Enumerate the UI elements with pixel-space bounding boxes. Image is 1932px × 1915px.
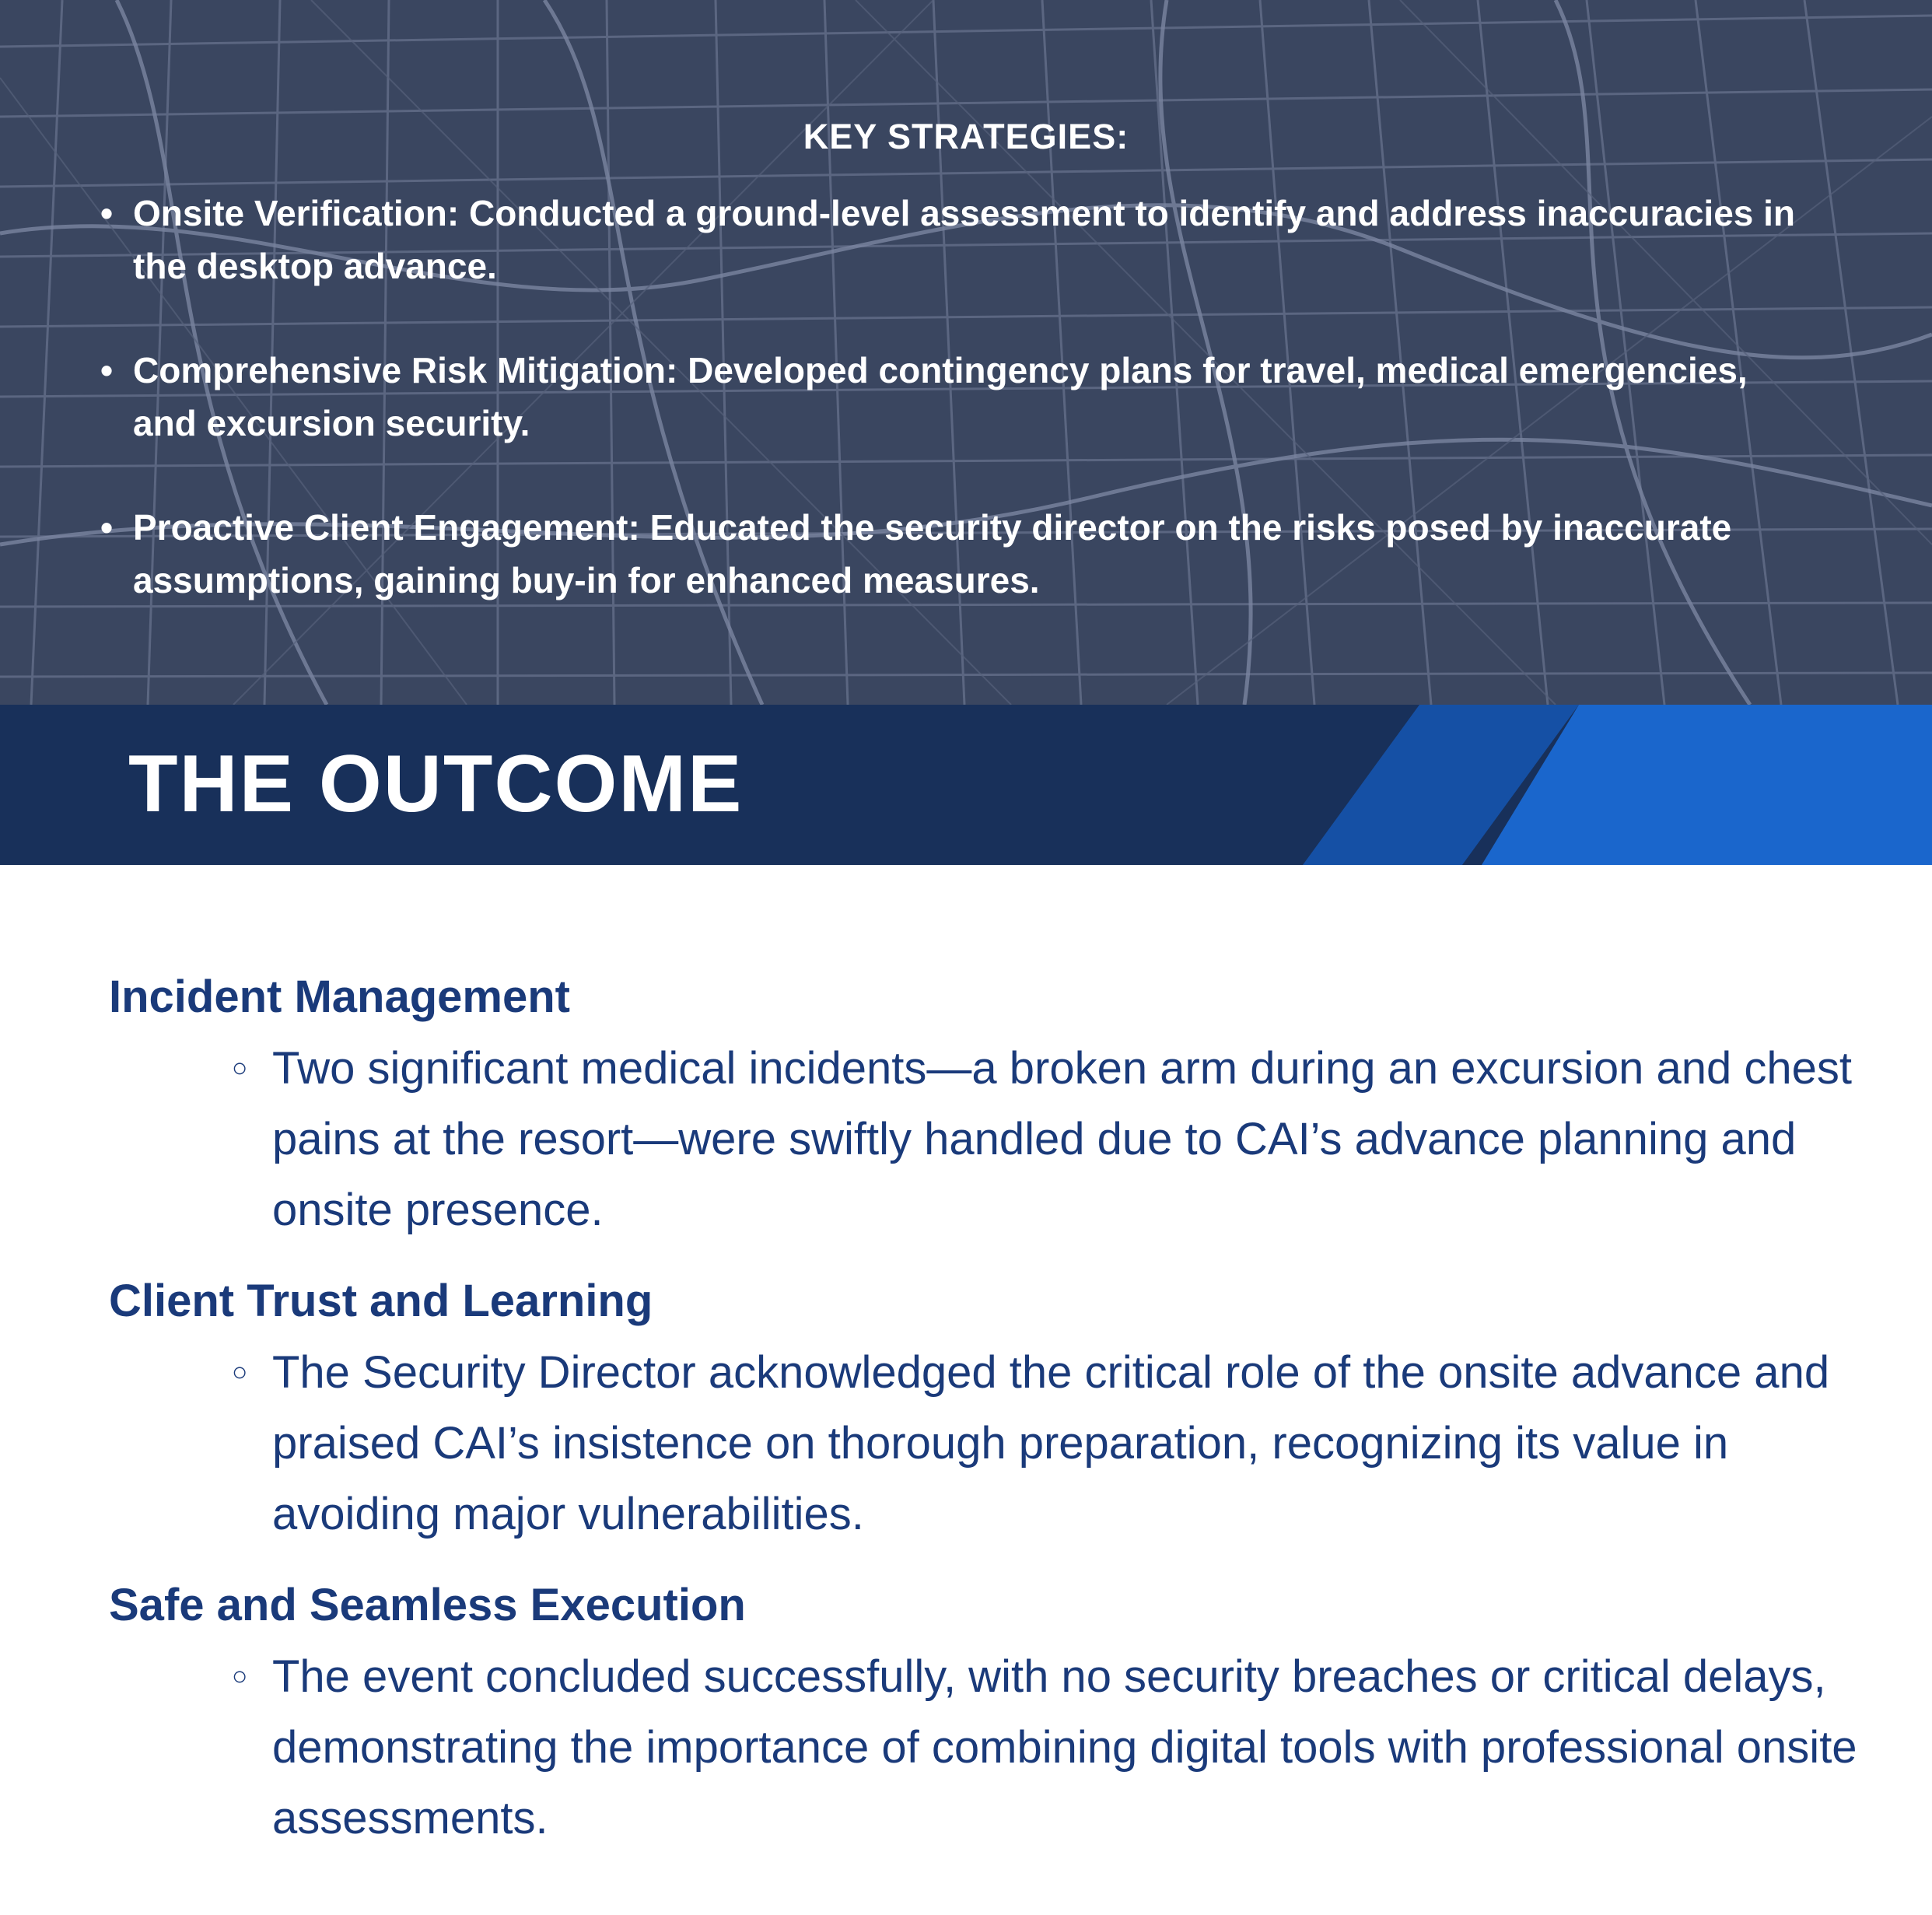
strategy-list	[97, 187, 1808, 658]
section-point	[109, 1641, 1859, 1854]
section-points	[109, 1641, 1859, 1854]
point-text: The Security Director acknowledged the critical role of the onsite advance and praised CAI’s insistence on thorough preparation, recognizing its value in avoiding major vulnerabilities.	[272, 1347, 1830, 1539]
outcome-banner	[0, 705, 1932, 865]
circle-bullet-icon: ○	[232, 1661, 248, 1691]
strategy-item	[97, 501, 1808, 607]
section-points	[109, 1033, 1859, 1245]
section-point	[109, 1033, 1859, 1245]
strategy-text: Comprehensive Risk Mitigation: Developed contingency plans for travel, medical emergencies, and excursion security.	[133, 350, 1748, 443]
key-strategies-title: KEY STRATEGIES:	[803, 117, 1129, 156]
bullet-icon: •	[100, 193, 114, 233]
outcome-section	[109, 1573, 1859, 1854]
section-heading: Incident Management	[109, 972, 570, 1022]
outcome-content	[109, 965, 1859, 1877]
bullet-icon: •	[100, 507, 114, 548]
circle-bullet-icon: ○	[232, 1357, 248, 1387]
strategy-text: Proactive Client Engagement: Educated the security director on the risks posed by inaccurate assumptions, gaining buy-in for enhanced measures.	[133, 507, 1732, 600]
strategy-item	[97, 187, 1808, 292]
outcome-section	[109, 965, 1859, 1245]
strategy-item	[97, 344, 1808, 450]
point-text: The event concluded successfully, with no security breaches or critical delays, demonstrating the importance of combining digital tools with professional onsite assessments.	[272, 1651, 1857, 1843]
point-text: Two significant medical incidents—a broken arm during an excursion and chest pains at the resort—were swiftly handled due to CAI’s advance planning and onsite presence.	[272, 1043, 1853, 1235]
outcome-section	[109, 1269, 1859, 1549]
strategy-text: Onsite Verification: Conducted a ground-level assessment to identify and address inaccuracies in the desktop advance.	[133, 193, 1796, 286]
section-heading: Client Trust and Learning	[109, 1276, 653, 1326]
key-strategies-section	[0, 0, 1932, 705]
circle-bullet-icon: ○	[232, 1053, 248, 1083]
outcome-title: THE OUTCOME	[128, 739, 744, 829]
section-points	[109, 1337, 1859, 1549]
section-point	[109, 1337, 1859, 1549]
section-heading: Safe and Seamless Execution	[109, 1580, 746, 1630]
bullet-icon: •	[100, 350, 114, 390]
